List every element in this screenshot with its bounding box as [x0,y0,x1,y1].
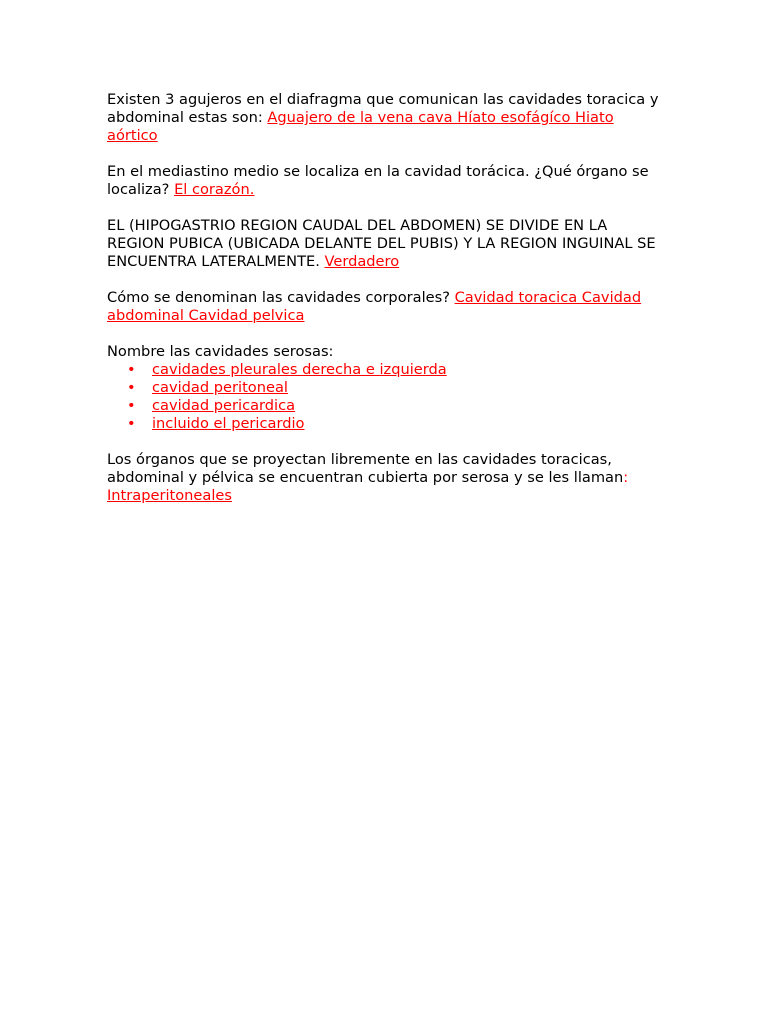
colon-mark: : [623,469,629,486]
question-diaphragm-holes [107,91,667,145]
question-hypogastrium [107,217,667,271]
question-text: EL (HIPOGASTRIO REGION CAUDAL DEL ABDOMEN) SE DIVIDE EN LA REGION PUBICA (UBICADA DELANTE DEL PUBIS) Y LA REGION INGUINAL SE ENCUENTRA LATERALMENTE. [107,217,656,270]
question-text: Nombre las cavidades serosas: [107,343,334,360]
question-mediastinum [107,163,667,199]
answer-link[interactable]: Aguajero de la vena cava Híato esofágíco Hiato aórtico [107,109,614,144]
list-item [107,415,667,433]
list-item [107,397,667,415]
answer-link[interactable]: cavidad peritoneal [152,379,288,396]
bullet-icon: • [127,415,136,432]
answer-link[interactable]: cavidad pericardica [152,397,296,414]
list-item [107,379,667,397]
answer-link[interactable]: Intraperitoneales [107,487,232,504]
question-text: En el mediastino medio se localiza en la cavidad torácica. ¿Qué órgano se localiza? [107,163,649,198]
answer-link[interactable]: Verdadero [324,253,400,270]
bullet-icon: • [127,361,136,378]
document-page [107,91,667,523]
answer-link[interactable]: incluido el pericardio [152,415,305,432]
serous-cavities-list [107,361,667,433]
question-text: Los órganos que se proyectan libremente en las cavidades toracicas, abdominal y pélvica se encuentran cubierta por serosa y se les llaman [107,451,624,486]
question-intraperitoneal [107,451,667,505]
answer-link[interactable]: Cavidad toracica Cavidad abdominal Cavidad pelvica [107,289,642,324]
question-serous-cavities [107,343,667,433]
bullet-icon: • [127,397,136,414]
list-item [107,361,667,379]
answer-link[interactable]: El corazón. [174,181,255,198]
question-text: Existen 3 agujeros en el diafragma que comunican las cavidades toracica y abdominal estas son: [107,91,659,126]
answer-link[interactable]: cavidades pleurales derecha e izquierda [152,361,447,378]
question-text: Cómo se denominan las cavidades corporales? [107,289,455,306]
bullet-icon: • [127,379,136,396]
question-body-cavities [107,289,667,325]
